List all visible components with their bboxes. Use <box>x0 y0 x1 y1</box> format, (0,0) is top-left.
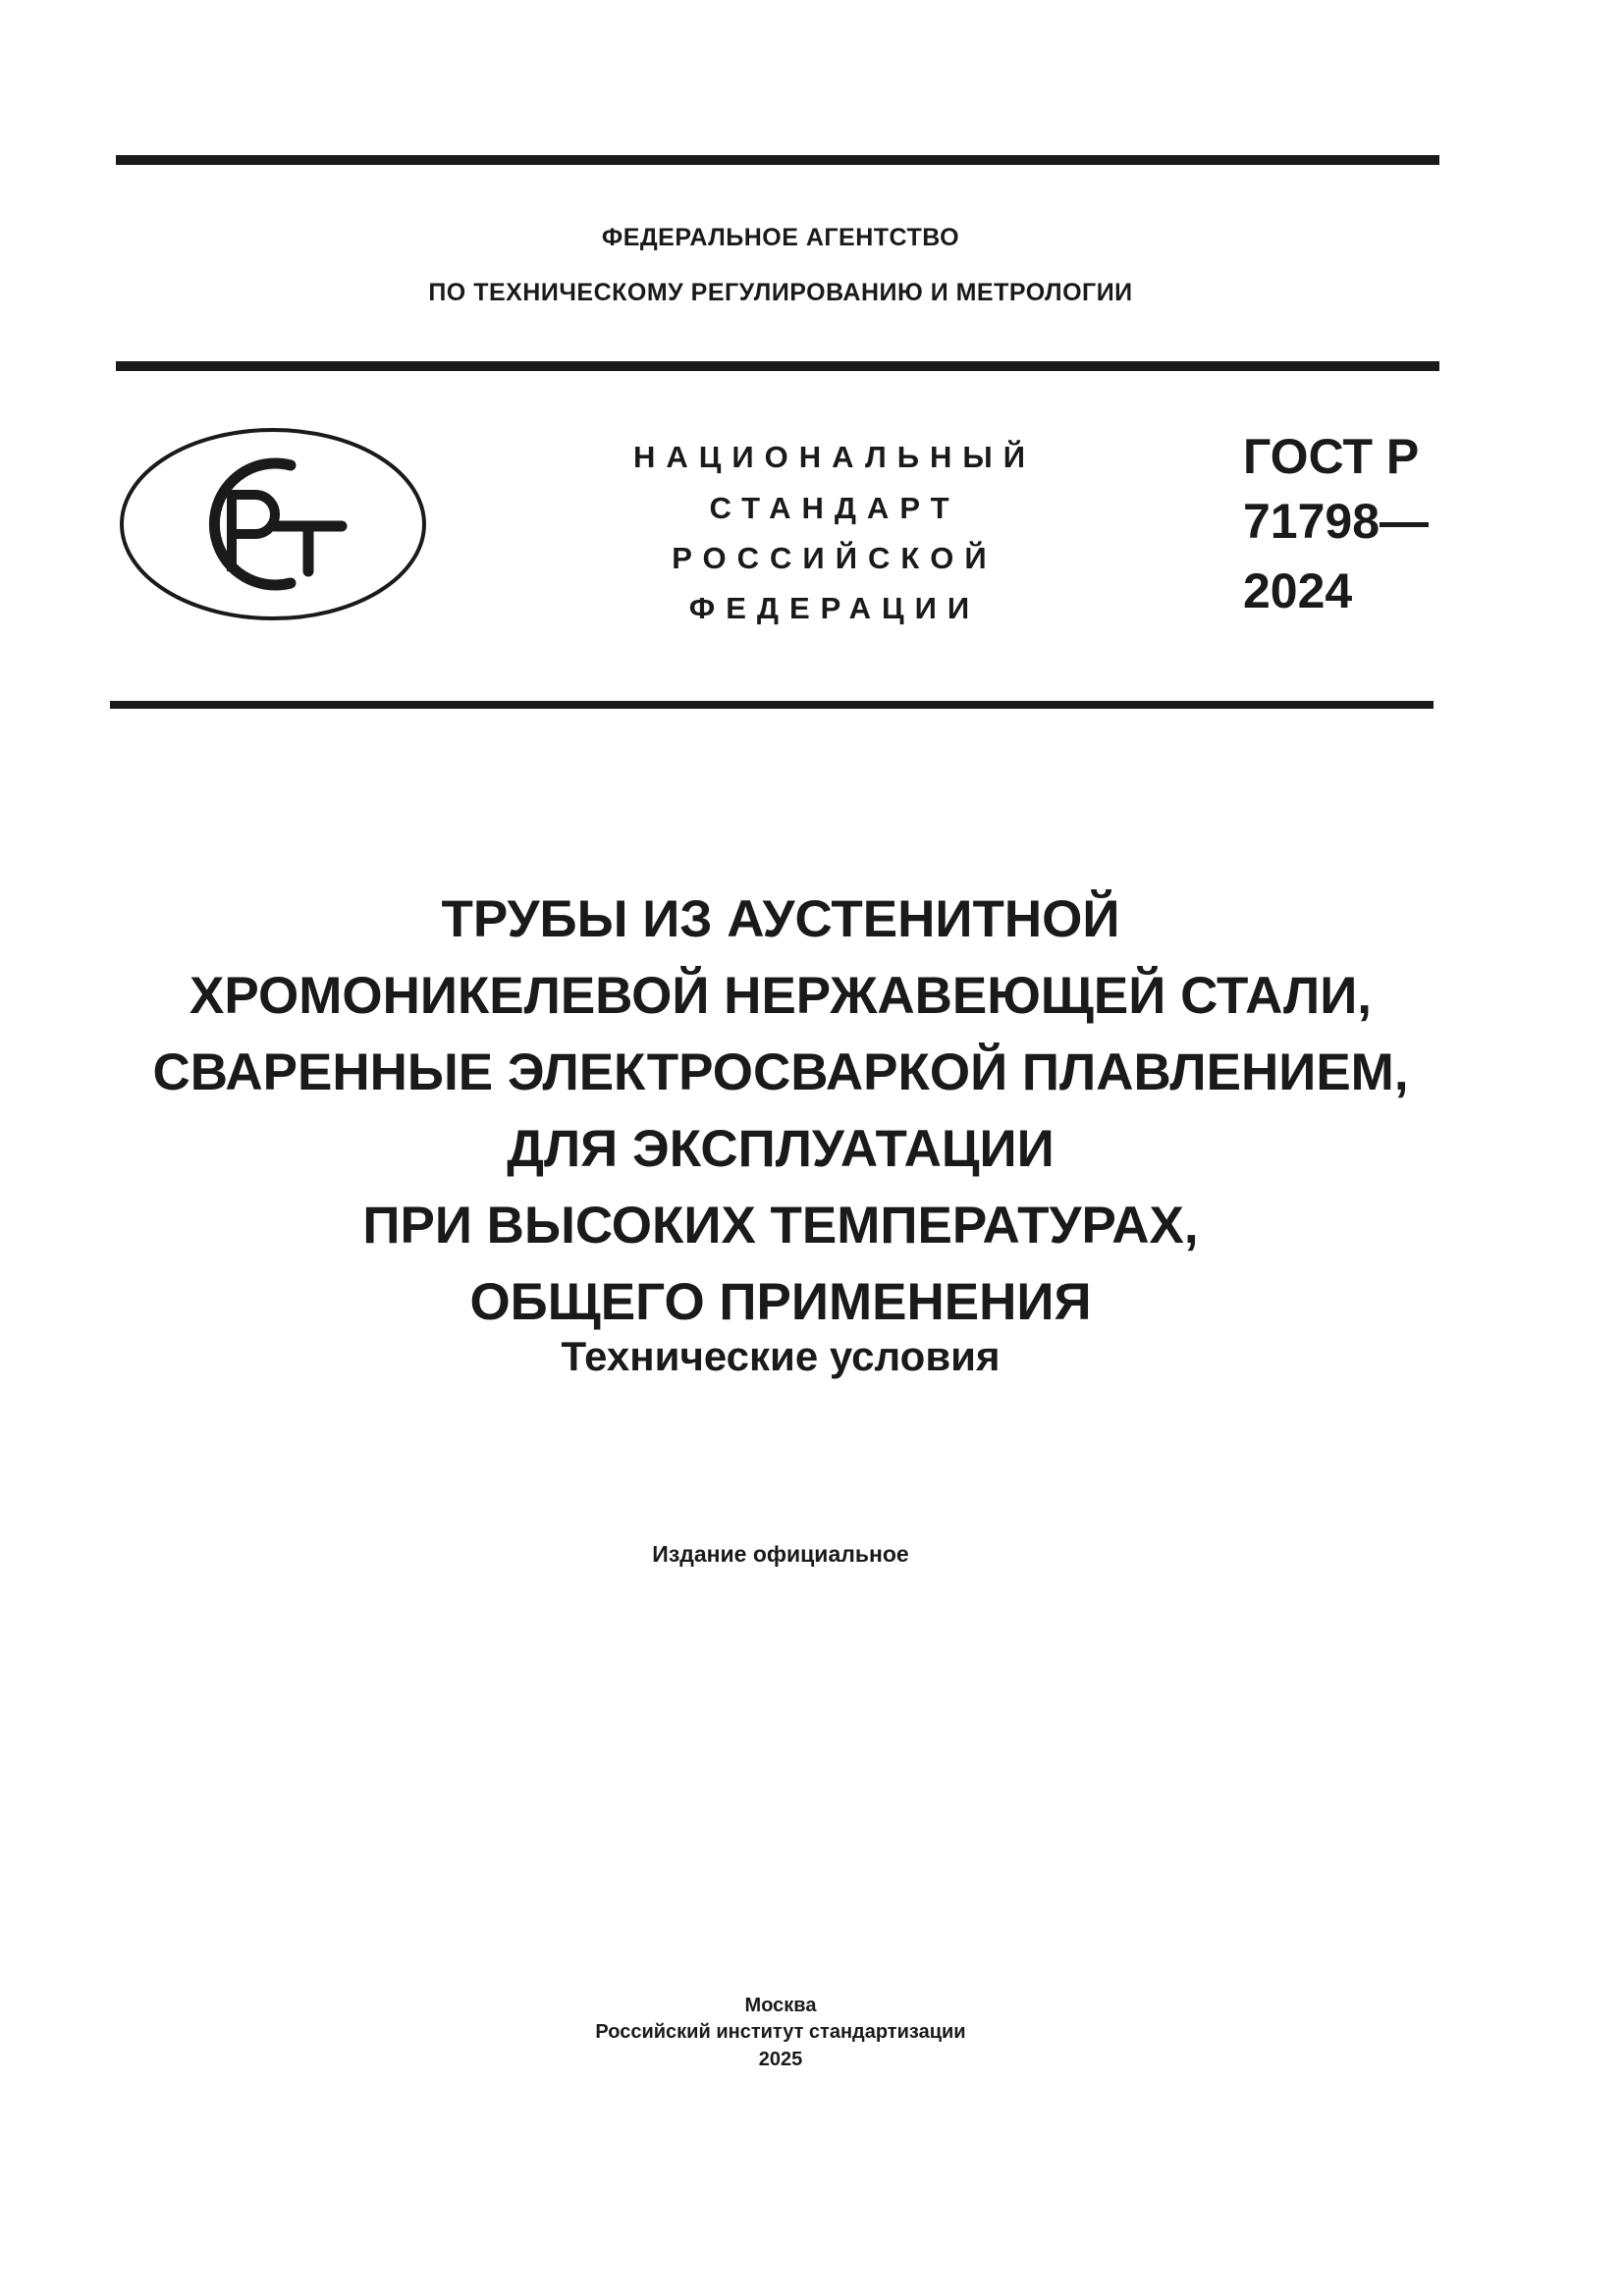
title-line-2: ХРОМОНИКЕЛЕВОЙ НЕРЖАВЕЮЩЕЙ СТАЛИ, <box>189 967 1373 1025</box>
title-line-3: СВАРЕННЫЕ ЭЛЕКТРОСВАРКОЙ ПЛАВЛЕНИЕМ, <box>152 1043 1409 1101</box>
edition-label: Издание официальное <box>652 1541 909 1567</box>
title-line-4: ДЛЯ ЭКСПЛУАТАЦИИ <box>507 1120 1055 1178</box>
imprint-year: 2025 <box>758 2049 803 2070</box>
standard-code-line-2: 71798— <box>1243 494 1430 549</box>
top-rule <box>116 155 1439 165</box>
standard-type-word-2: СТАНДАРТ <box>709 491 960 525</box>
imprint-publisher: Российский институт стандартизации <box>595 2021 966 2043</box>
agency-name-line-2: ПО ТЕХНИЧЕСКОМУ РЕГУЛИРОВАНИЮ И МЕТРОЛОГИИ <box>428 279 1133 306</box>
standard-type-word-1: НАЦИОНАЛЬНЫЙ <box>632 440 1037 474</box>
rst-certification-mark-icon <box>116 424 430 625</box>
standard-type-word-3: РОССИЙСКОЙ <box>672 541 998 575</box>
bottom-rule <box>110 701 1434 709</box>
agency-name-line-1: ФЕДЕРАЛЬНОЕ АГЕНТСТВО <box>601 224 960 251</box>
imprint-city: Москва <box>744 1995 817 2016</box>
middle-rule <box>116 361 1439 371</box>
standard-code-line-3: 2024 <box>1243 563 1353 618</box>
standard-type-word-4: ФЕДЕРАЦИИ <box>688 591 981 625</box>
title-line-5: ПРИ ВЫСОКИХ ТЕМПЕРАТУРАХ, <box>362 1197 1199 1255</box>
document-subtitle: Технические условия <box>561 1333 1001 1379</box>
title-line-6: ОБЩЕГО ПРИМЕНЕНИЯ <box>469 1273 1092 1331</box>
document-title <box>0 881 1561 1341</box>
title-line-1: ТРУБЫ ИЗ АУСТЕНИТНОЙ <box>441 890 1120 948</box>
standard-code-line-1: ГОСТ Р <box>1243 429 1420 484</box>
